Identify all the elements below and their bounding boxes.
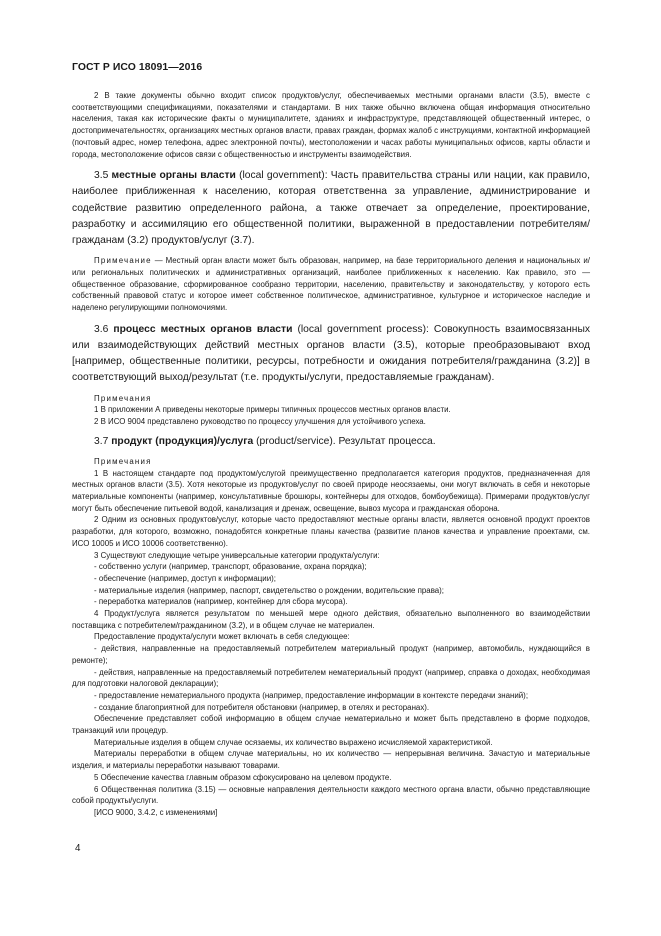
note-paragraph: 6 Общественная политика (3.15) — основные направления деятельности каждого местного органа власти, обычно представляющие собой продукты/услуги. bbox=[72, 784, 590, 806]
page-header-title: ГОСТ Р ИСО 18091—2016 bbox=[72, 62, 203, 73]
definition-3-6 bbox=[72, 322, 590, 387]
page-content bbox=[72, 90, 590, 819]
page-number: 4 bbox=[75, 843, 81, 854]
note-paragraph: 5 Обеспечение качества главным образом сфокусировано на целевом продукте. bbox=[94, 772, 392, 782]
note-paragraph: Предоставление продукта/услуги может включать в себя следующее: bbox=[94, 632, 350, 642]
definition-3-5 bbox=[72, 168, 590, 249]
note-label: Примечание bbox=[94, 256, 152, 266]
definition-3-7 bbox=[72, 434, 590, 450]
list-item: - обеспечение (например, доступ к информации); bbox=[94, 573, 276, 583]
note-paragraph: 1 В настоящем стандарте под продуктом/услугой преимущественно предполагается категория продуктов, предназначенная для местных органов власти (3.5). Хотя некоторые из продуктов/услуг по своей природе неосязаемы, они могут включать в себя и некоторые материальные компоненты (например, консультативные брошюры, контейнеры для отходов, бомбоубежища). Примерами продуктов/услуг могут быть обеспечение питьевой водой, канализация и дренаж, освещение, вывоз мусора и гражданская оборона. bbox=[72, 468, 590, 513]
definition-3-7-number: 3.7 bbox=[94, 435, 109, 447]
definition-3-7-body: (product/service). Результат процесса. bbox=[253, 435, 436, 447]
definition-3-6-number: 3.6 bbox=[94, 323, 109, 335]
definition-3-5-body: (local government): Часть правительства страны или нации, как правило, наиболее приближенная к населению, которая ответственна за управление, администрирование и содействие развитию определенного района, а также отвечает за определение, проектирование, разработку и ассимиляцию его общественной политики, выраженной в предоставлении потребителям/гражданам (3.2) продуктов/услуг (3.7). bbox=[72, 170, 590, 247]
list-item: - переработка материалов (например, контейнер для сбора мусора). bbox=[94, 597, 348, 607]
list-item: - предоставление нематериального продукта (например, предоставление информации в контексте передачи знаний); bbox=[94, 690, 529, 700]
note-paragraph: Обеспечение представляет собой информацию в общем случае нематериально и может быть представлено в форме подходов, транзакций или процедур. bbox=[72, 714, 590, 736]
note-paragraph: 3 Существуют следующие четыре универсальные категории продукта/услуги: bbox=[94, 550, 380, 560]
note-item: 2 В ИСО 9004 представлено руководство по процессу улучшения для устойчивого успеха. bbox=[94, 416, 426, 426]
note-paragraph: 4 Продукт/услуга является результатом по меньшей мере одного действия, обязательно выполненного во взаимодействии поставщика с потребителем/гражданином (3.2), и в общем случае не материален. bbox=[72, 609, 590, 630]
definition-3-5-number: 3.5 bbox=[94, 170, 109, 182]
definition-3-5-term: местные органы власти bbox=[111, 170, 236, 182]
note-text: — Местный орган власти может быть образован, например, на базе территориального деления и национальных и/или региональных политических и административных организаций, наиболее приближенных к населению. Как правило, это — общественное образование, сформированное сообразно территории, населению, правительству и законодательству, у которого есть собственный правовой статус и которое имеет собственное политическое, административное, культурное и историческое наследие и наделено регулирующими полномочиями. bbox=[72, 256, 590, 313]
definition-3-5-note bbox=[72, 255, 590, 314]
source-reference: [ИСО 9000, 3.4.2, с изменениями] bbox=[94, 807, 218, 817]
notes-label: Примечания bbox=[94, 456, 152, 466]
definition-3-7-term: продукт (продукция)/услуга bbox=[111, 435, 254, 447]
definition-3-6-term: процесс местных органов власти bbox=[113, 323, 293, 335]
definition-3-6-body: (local government process): Совокупность взаимосвязанных или взаимодействующих действий местных органов власти (3.5), которые преобразовывают вход [например, общественные политики, ресурсы, потребности и ожидания потребителя/гражданина (3.2)] в соответствующий выход/результат (т.е. продукты/услуги, предоставляемые гражданам). bbox=[72, 323, 590, 384]
list-item: - материальные изделия (например, паспорт, свидетельство о рождении, водительские права); bbox=[94, 585, 445, 595]
list-item: - действия, направленные на предоставляемый потребителем нематериальный продукт (например, справка о доходах, необходимая для подготовки налоговой декларации); bbox=[72, 667, 590, 689]
note-paragraph: Материалы переработки в общем случае материальны, но их количество — непрерывная величина. Зачастую и материальные изделия, и материалы переработки называют товарами. bbox=[72, 749, 590, 771]
note-item: 1 В приложении А приведены некоторые примеры типичных процессов местных органов власти. bbox=[94, 405, 451, 415]
notes-label: Примечания bbox=[94, 393, 152, 403]
note-2-paragraph: 2 В такие документы обычно входит список продуктов/услуг, обеспечиваемых местными органами власти (3.5), вместе с соответствующими спецификациями, показателями и стандартами. В них также обычно включена общая информация относительно населения, такая как исторические факты о муниципалитете, зданиях и инфраструктуре, представляющей общественный интерес, о достопримечательностях, организациях местных органов власти, правах граждан, формах жалоб с инструкциями, контактной информацией (почтовый адрес, номер телефона, адрес электронной почты), местоположении и часах работы муниципальных офисов, карты области и города, местоположение офисов связи с общественностью и инструменты взаимодействия. bbox=[72, 91, 590, 159]
list-item: - собственно услуги (например, транспорт, образование, охрана порядка); bbox=[94, 562, 367, 572]
note-paragraph: 2 Одним из основных продуктов/услуг, которые часто предоставляют местные органы власти, является основной продукт проектов разработки, для которого, возможно, понадобятся конкретные планы качества (развитие планов качества и управление проектами, см. ИСО 10005 и ИСО 10006 соответственно). bbox=[72, 515, 590, 548]
list-item: - создание благоприятной для потребителя обстановки (например, в отелях и ресторанах). bbox=[94, 702, 430, 712]
note-paragraph: Материальные изделия в общем случае осязаемы, их количество выражено исчисляемой характеристикой. bbox=[94, 737, 493, 747]
list-item: - действия, направленные на предоставляемый потребителем материальный продукт (например, автомобиль, нуждающийся в ремонте); bbox=[72, 644, 590, 665]
